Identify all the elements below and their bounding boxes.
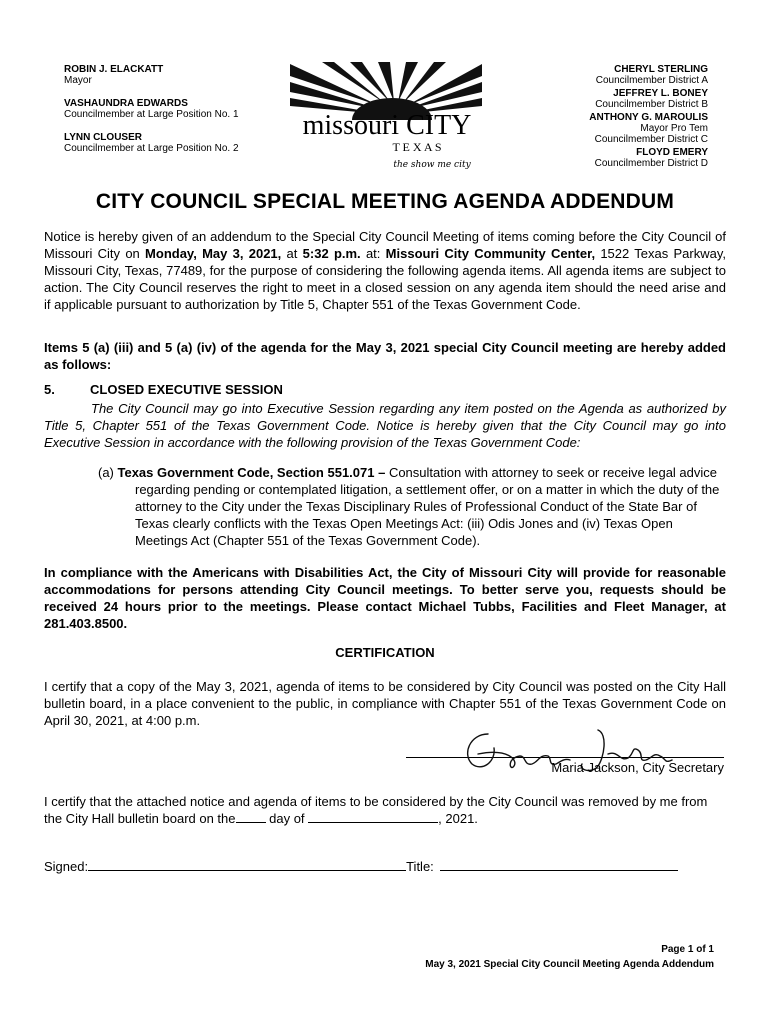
signed-title-row: Signed: Title: xyxy=(44,858,678,874)
signed-blank[interactable] xyxy=(88,858,406,871)
city-secretary-name: Maria Jackson, City Secretary xyxy=(551,760,724,775)
title-blank[interactable] xyxy=(440,858,678,871)
footer-document-name: May 3, 2021 Special City Council Meeting Agenda Addendum xyxy=(425,959,714,970)
day-blank[interactable] xyxy=(236,810,266,823)
right-officials-list xyxy=(508,64,708,171)
official-district-c: ANTHONY G. MAROULIS Mayor Pro Tem Councilmember District C xyxy=(589,112,708,145)
page-footer xyxy=(425,942,714,972)
official-district-a: CHERYL STERLING Councilmember District A xyxy=(595,64,708,86)
logo-tagline-text: the show me city xyxy=(393,160,471,170)
certification-title: CERTIFICATION xyxy=(335,645,435,660)
official-at-large-2: LYNN CLOUSER Councilmember at Large Position No. 2 xyxy=(64,132,239,154)
logo-name-text: missouri CITY xyxy=(302,110,472,141)
logo-state-text: T E X A S xyxy=(392,140,442,154)
page-number: Page 1 of 1 xyxy=(661,944,714,955)
removal-certification: I certify that the attached notice and agenda of items to be considered by the City Council was removed by me from the City Hall bulletin board on the day of , 2021. xyxy=(44,794,708,826)
items-statement: Items 5 (a) (iii) and 5 (a) (iv) of the agenda for the May 3, 2021 special City Council meeting are hereby added as follows: xyxy=(44,340,726,372)
official-district-b: JEFFREY L. BONEY Councilmember District B xyxy=(595,88,708,110)
ada-statement: In compliance with the Americans with Disabilities Act, the City of Missouri City will provide for reasonable accommodations for persons attending City Council meetings. To better serve you, requests should be received 24 hours prior to the meetings. Please contact Michael Tubbs, Facilities and Fleet Manager, at 281.403.8500. xyxy=(44,565,726,631)
notice-paragraph: Notice is hereby given of an addendum to the Special City Council Meeting of items coming before the City Council of Missouri City on Monday, May 3, 2021, at 5:32 p.m. at: Missouri City Community Center, 1522 Texas Parkway, Missouri City, Texas, 77489, for the purpose of considering the following agenda items. All agenda items are subject to action. The City Council reserves the right to meet in a closed session on any agenda item should the need arise and if applicable pursuant to authorization by Title 5, Chapter 551 of the Texas Government Code. xyxy=(44,229,727,312)
missouri-city-logo xyxy=(282,58,492,178)
left-officials-list xyxy=(64,64,284,166)
document-title: CITY COUNCIL SPECIAL MEETING AGENDA ADDENDUM xyxy=(95,190,675,213)
month-blank[interactable] xyxy=(308,810,438,823)
agenda-item-a: (a) Texas Government Code, Section 551.071 – Consultation with attorney to seek or receive legal advice regarding pending or contemplated litigation, a settlement offer, or on a matter in which the duty of the attorney to the City under the Texas Disciplinary Rules of Professional Conduct of the State Bar of Texas clearly conflicts with the Texas Open Meetings Act: (iii) Odis Jones and (iv) Texas Open Meetings Act (Chapter 551 of the Texas Government Code). xyxy=(98,465,720,548)
certification-text: I certify that a copy of the May 3, 2021, agenda of items to be considered by City Council was posted on the City Hall bulletin board, in a place convenient to the public, in compliance with Chapter 551 of the Texas Government Code on April 30, 2021, at 4:00 p.m. xyxy=(44,679,726,728)
official-district-d: FLOYD EMERY Councilmember District D xyxy=(594,147,708,169)
section-heading: 5. CLOSED EXECUTIVE SESSION xyxy=(44,382,283,397)
official-at-large-1: VASHAUNDRA EDWARDS Councilmember at Large Position No. 1 xyxy=(64,98,239,120)
section-description: The City Council may go into Executive Session regarding any item posted on the Agenda as authorized by Title 5, Chapter 551 of the Texas Government Code. Notice is hereby given that the City Council may go into Executive Session in accordance with the following provision of the Texas Government Code: xyxy=(44,401,726,450)
official-mayor: ROBIN J. ELACKATT Mayor xyxy=(64,64,164,86)
